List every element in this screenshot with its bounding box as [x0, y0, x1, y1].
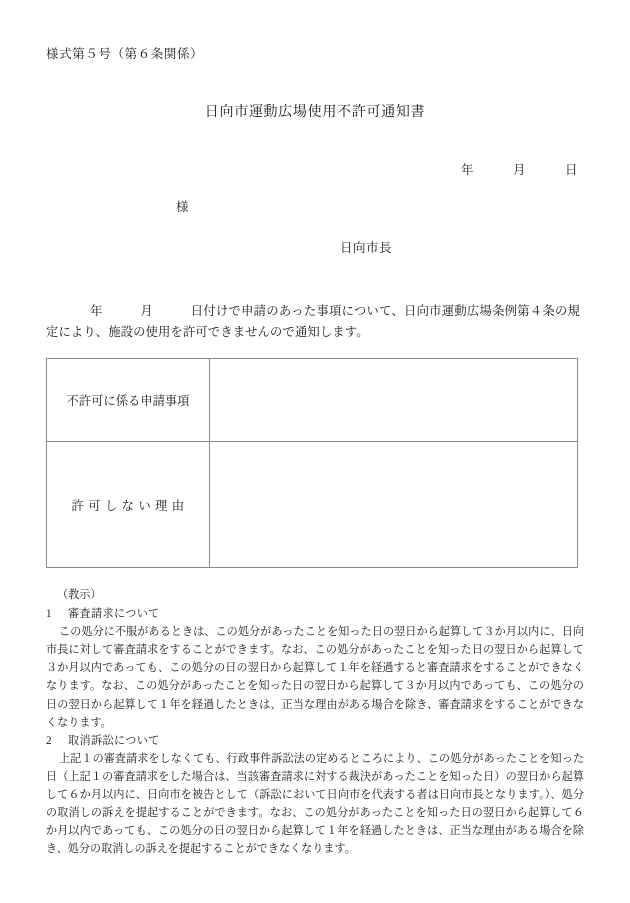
document-title: 日向市運動広場使用不許可通知書 [204, 105, 426, 120]
row-value-application-item[interactable] [210, 359, 578, 442]
item-number: 2 [46, 734, 52, 747]
row-label-application-item [47, 359, 210, 442]
item-body-text: この処分に不服があるときは、この処分があったことを知った日の翌日から起算して３か月以内に、日向市長に対して審査請求をすることができます。なお、この処分があったことを知った日の翌日から起算して３か月以内であっても、この処分の日の翌日から起算して１年を経過すると審査請求をすることができなくなります。なお、この処分があったことを知った日の翌日から起算して３か月以内であっても、この処分の日の翌日から起算して１年を経過したときは、正当な理由がある場合を除き、審査請求をすることができなくなります。 [46, 626, 584, 729]
table-row [47, 442, 578, 568]
instruction-item-1-header [46, 605, 584, 623]
body-paragraph [46, 301, 580, 343]
issue-date-line: 年 月 日 [460, 163, 578, 177]
row-label-reason [47, 442, 210, 568]
issuer-name: 日向市長 [340, 241, 393, 255]
instruction-item-2-header [46, 732, 584, 750]
instruction-item-2-body [46, 750, 584, 859]
item-number: 1 [46, 608, 52, 621]
label-text: 許可しない理由 [71, 498, 189, 513]
instructions-heading: （教示） [57, 589, 102, 601]
item-body-text: 上記１の審査請求をしなくても、行政事件訴訟法の定めるところにより、この処分があったことを知った日（上記１の審査請求をした場合は、当該審査請求に対する裁決があったことを知った日）の翌日から起算して６か月以内に、日向市を被告として（訴訟において日向市を代表する者は日向市長となります。）、処分の取消しの訴えを提起することができます。なお、この処分があったことを知った日の翌日から起算して６か月以内であっても、この処分の日の翌日から起算して１年を経過したときは、正当な理由がある場合を除き、処分の取消しの訴えを提起することができなくなります。 [46, 752, 584, 856]
body-text: 日付けで申請のあった事項について、日向市運動広場条例第４条の規定により、施設の使用を許可できませんので通知します。 [46, 304, 580, 339]
label-text: 不許可に係る申請事項 [66, 394, 190, 408]
recipient-honorific: 様 [176, 200, 190, 214]
instruction-item-1-body [46, 623, 584, 732]
application-date-blank: 年 月 [90, 304, 191, 318]
table-row [47, 359, 578, 442]
item-title: 取消訴訟について [68, 734, 160, 747]
item-title: 審査請求について [68, 608, 160, 621]
application-details-table [46, 358, 578, 568]
form-number: 様式第５号（第６条関係） [46, 47, 204, 61]
instructions-section [46, 586, 584, 858]
row-value-reason[interactable] [210, 442, 578, 568]
